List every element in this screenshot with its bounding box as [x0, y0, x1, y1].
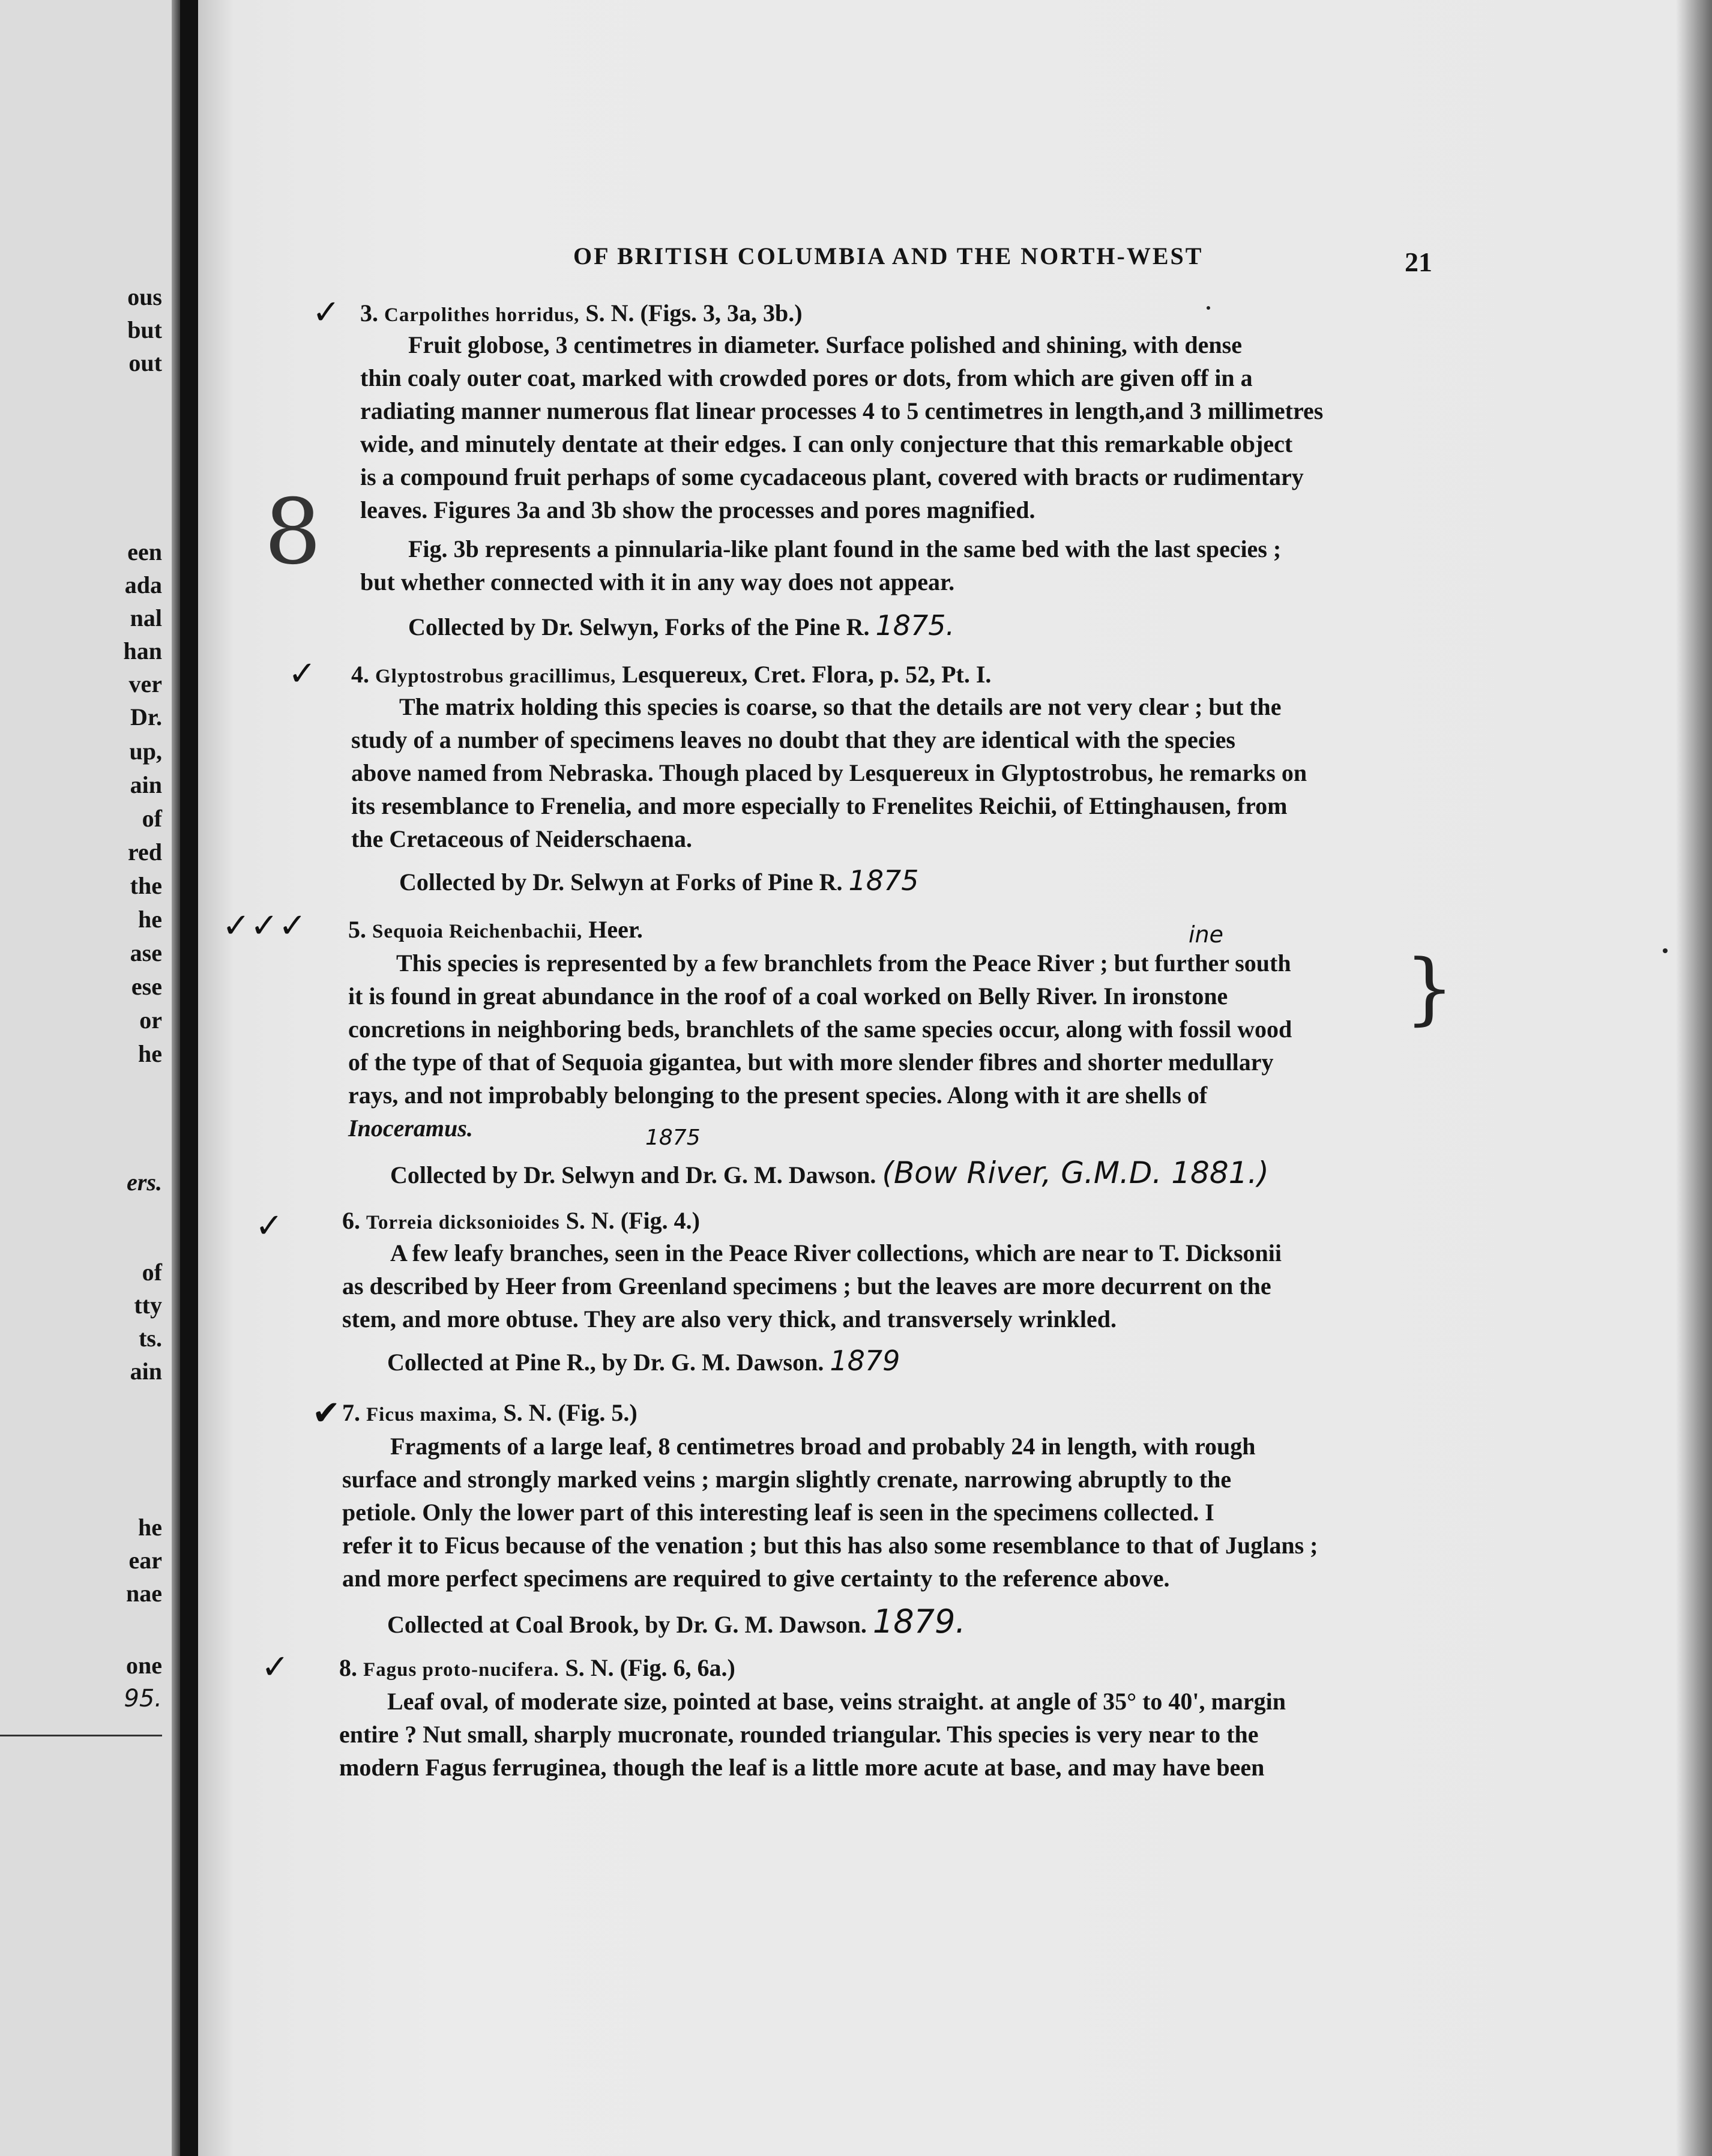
entry-title	[351, 660, 991, 688]
left-line: 95.	[124, 1685, 162, 1712]
left-line: he	[138, 1040, 162, 1067]
left-line: or	[139, 1007, 162, 1034]
left-line: ts.	[139, 1325, 162, 1352]
left-line: up,	[129, 738, 162, 765]
left-line: nae	[126, 1580, 162, 1607]
entry-line: as described by Heer from Greenland specimens ; but the leaves are more decurrent on the	[342, 1272, 1271, 1299]
species-name: Ficus maxima,	[366, 1404, 498, 1426]
entry-line: thin coaly outer coat, marked with crowded pores or dots, from which are given off in a	[360, 364, 1253, 391]
book-gutter	[180, 0, 198, 2156]
entry-line: its resemblance to Frenelia, and more especially to Frenelites Reichii, of Ettinghausen, from	[351, 792, 1288, 819]
entry-number: 5.	[348, 916, 366, 943]
check-mark-icon: ✓	[312, 293, 340, 332]
entry-line: Fragments of a large leaf, 8 centimetres broad and probably 24 in length, with rough	[390, 1433, 1256, 1460]
entry-line: stem, and more obtuse. They are also very thick, and transversely wrinkled.	[342, 1305, 1117, 1332]
left-line: red	[127, 839, 162, 866]
page-edge-shadow	[1676, 0, 1712, 2156]
entry-reference: S. N. (Figs. 3, 3a, 3b.)	[579, 300, 803, 327]
collected-text: Collected at Pine R., by Dr. G. M. Dawson.	[387, 1349, 824, 1376]
left-line: han	[123, 637, 162, 664]
collected-text: Collected by Dr. Selwyn at Forks of Pine R.	[399, 869, 843, 896]
entry-line: above named from Nebraska. Though placed by Lesquereux in Glyptostrobus, he remarks on	[351, 759, 1307, 786]
left-line: he	[138, 906, 162, 933]
left-line: out	[128, 349, 162, 376]
entry-title	[342, 1399, 637, 1427]
entry-reference: Heer.	[582, 916, 643, 943]
collected-line	[408, 609, 954, 642]
left-line: but	[127, 316, 162, 343]
left-page-rule	[0, 1735, 162, 1736]
check-mark-icon: ✓	[255, 1206, 283, 1245]
species-name: Glyptostrobus gracillimus,	[375, 666, 616, 687]
check-mark-icon: ✔	[312, 1394, 340, 1433]
entry-line: radiating manner numerous flat linear processes 4 to 5 centimetres in length,and 3 millimetres	[360, 397, 1324, 424]
check-marks-icon: ✓✓✓	[222, 906, 307, 945]
left-line: ear	[128, 1547, 162, 1574]
ink-speck	[1207, 306, 1210, 310]
left-line: Dr.	[130, 703, 162, 730]
entry-line: and more perfect specimens are required to give certainty to the reference above.	[342, 1565, 1170, 1592]
entry-line: Leaf oval, of moderate size, pointed at base, veins straight. at angle of 35° to 40', margin	[387, 1688, 1286, 1715]
handwritten-year: 1879.	[872, 1603, 966, 1640]
page	[198, 0, 1712, 2156]
running-header: OF BRITISH COLUMBIA AND THE NORTH-WEST	[573, 242, 1204, 270]
left-line: ver	[128, 670, 162, 697]
entry-title	[348, 915, 643, 944]
entry-title	[339, 1654, 735, 1682]
species-name: Fagus proto-nucifera.	[363, 1659, 559, 1681]
left-line: nal	[130, 604, 162, 631]
entry-line: it is found in great abundance in the roof of a coal worked on Belly River. In ironstone	[348, 983, 1228, 1010]
left-line: of	[142, 1259, 162, 1286]
left-line: ese	[131, 973, 162, 1000]
left-line: ain	[130, 771, 162, 798]
entry-line: but whether connected with it in any way does not appear.	[360, 568, 955, 595]
entry-line: A few leafy branches, seen in the Peace River collections, which are near to T. Dicksonii	[390, 1239, 1282, 1266]
entry-number: 7.	[342, 1399, 360, 1426]
entry-line: petiole. Only the lower part of this interesting leaf is seen in the specimens collected. I	[342, 1499, 1214, 1526]
collected-line	[399, 864, 919, 897]
entry-number: 4.	[351, 661, 369, 688]
left-line: een	[127, 538, 162, 565]
left-line: tty	[134, 1292, 162, 1319]
entry-line: refer it to Ficus because of the venation ; but this has also some resemblance to that of Juglans ;	[342, 1532, 1318, 1559]
entry-line: Inoceramus.	[348, 1115, 473, 1142]
entry-line: entire ? Nut small, sharply mucronate, rounded triangular. This species is very near to the	[339, 1721, 1259, 1748]
handwritten-brace: }	[1405, 942, 1454, 1034]
left-line: the	[130, 872, 162, 899]
entry-reference: S. N. (Fig. 4.)	[559, 1207, 700, 1234]
entry-line: Fig. 3b represents a pinnularia-like plant found in the same bed with the last species ;	[408, 535, 1282, 562]
left-line: ous	[127, 283, 162, 310]
entry-reference: S. N. (Fig. 5.)	[497, 1399, 637, 1426]
left-line: ers.	[127, 1169, 162, 1196]
entry-line: rays, and not improbably belonging to the present species. Along with it are shells of	[348, 1082, 1208, 1109]
entry-number: 8.	[339, 1654, 357, 1681]
handwritten-note: (Bow River, G.M.D. 1881.)	[882, 1155, 1269, 1190]
left-line: of	[142, 805, 162, 832]
facing-page-fragment	[0, 0, 180, 2156]
entry-number: 3.	[360, 300, 378, 327]
entry-line: the Cretaceous of Neiderschaena.	[351, 825, 693, 852]
entry-line: The matrix holding this species is coarse, so that the details are not very clear ; but the	[399, 693, 1282, 720]
species-name: Carpolithes horridus,	[384, 304, 580, 326]
entry-line: This species is represented by a few branchlets from the Peace River ; but further south	[396, 950, 1291, 977]
entry-line: wide, and minutely dentate at their edges. I can only conjecture that this remarkable object	[360, 430, 1293, 457]
entry-line: concretions in neighboring beds, branchlets of the same species occur, along with fossil wood	[348, 1016, 1292, 1043]
left-line: one	[126, 1652, 162, 1679]
check-mark-icon: ✓	[288, 654, 316, 693]
left-line: ada	[124, 571, 162, 598]
entry-number: 6.	[342, 1207, 360, 1234]
collected-text: Collected by Dr. Selwyn, Forks of the Pine R.	[408, 613, 870, 640]
handwritten-year: 1875	[645, 1125, 701, 1150]
collected-line	[387, 1603, 965, 1640]
entry-line: Fruit globose, 3 centimetres in diameter. Surface polished and shining, with dense	[408, 331, 1242, 358]
left-line: ain	[130, 1358, 162, 1385]
ink-speck	[1663, 948, 1668, 953]
entry-line: study of a number of specimens leaves no doubt that they are identical with the species	[351, 726, 1235, 753]
check-mark-icon: ✓	[261, 1648, 289, 1687]
handwritten-insertion: ine	[1189, 921, 1224, 948]
handwritten-year: 1879	[830, 1344, 900, 1377]
entry-reference: Lesquereux, Cret. Flora, p. 52, Pt. I.	[616, 661, 992, 688]
entry-line: modern Fagus ferruginea, though the leaf is a little more acute at base, and may have been	[339, 1754, 1265, 1781]
left-line: ase	[130, 939, 162, 966]
page-edge	[172, 0, 180, 2156]
left-line: he	[138, 1514, 162, 1541]
entry-title	[342, 1206, 700, 1235]
species-name: Torreia dicksonioides	[366, 1212, 560, 1233]
entry-line: of the type of that of Sequoia gigantea, but with more slender fibres and shorter medullary	[348, 1049, 1274, 1076]
collected-line	[387, 1344, 900, 1377]
entry-line: is a compound fruit perhaps of some cycadaceous plant, covered with bracts or rudimentary	[360, 463, 1304, 490]
entry-title	[360, 299, 803, 327]
entry-reference: S. N. (Fig. 6, 6a.)	[559, 1654, 735, 1681]
entry-line: surface and strongly marked veins ; margin slightly crenate, narrowing abruptly to the	[342, 1466, 1232, 1493]
collected-text: Collected at Coal Brook, by Dr. G. M. Dawson.	[387, 1611, 867, 1638]
collected-text: Collected by Dr. Selwyn and Dr. G. M. Dawson.	[390, 1161, 876, 1188]
entry-line: leaves. Figures 3a and 3b show the processes and pores magnified.	[360, 496, 1035, 523]
margin-doodle: 8	[264, 480, 322, 585]
handwritten-year: 1875	[848, 864, 919, 897]
collected-line	[390, 1155, 1269, 1190]
species-name: Sequoia Reichenbachii,	[372, 921, 583, 942]
page-number: 21	[1405, 247, 1432, 277]
handwritten-year: 1875.	[875, 609, 955, 642]
